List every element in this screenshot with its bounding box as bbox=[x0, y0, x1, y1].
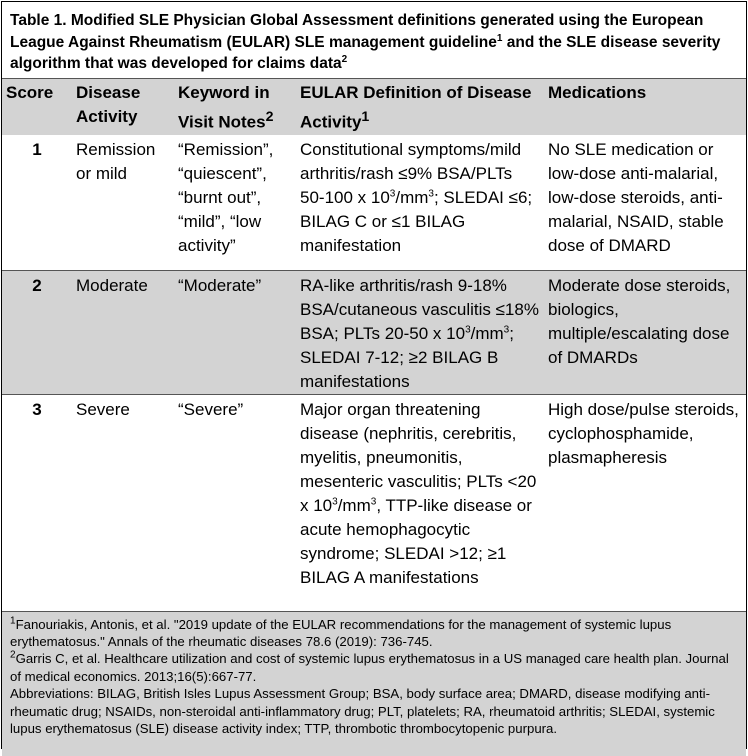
score-cell: 1 bbox=[32, 139, 42, 159]
caption-ref-2: 2 bbox=[341, 53, 348, 65]
definition-text: RA-like arthritis/rash 9-18% BSA/cutaneous vasculitis ≤18% BSA; PLTs 20-50 x 10 bbox=[300, 276, 539, 344]
table-footnotes bbox=[2, 611, 746, 756]
header-keyword-ref: 2 bbox=[265, 109, 274, 125]
sle-assessment-table bbox=[2, 79, 746, 611]
header-medications: Medications bbox=[548, 83, 647, 102]
header-keyword bbox=[174, 79, 296, 135]
table-row bbox=[2, 395, 746, 611]
medications-cell: Moderate dose steroids, biologics, multiple/escalating dose of DMARDs bbox=[548, 276, 731, 368]
definition-sup: 3 bbox=[389, 188, 396, 199]
definition-text-rest: ; SLEDAI 7-12; ≥2 BILAG B manifestations bbox=[300, 324, 514, 392]
footnote-abbreviations: Abbreviations: BILAG, British Isles Lupus Assessment Group; BSA, body surface area; DMARD, disease modifying anti-rheumatic drug; NSAIDs, non-steroidal anti-inflammatory drug; PLT, platelets; RA, rheumatoid arthritis; SLEDAI, systemic lupus erythematosus (SLE) disease activity index; TTP, thrombotic thrombocytopenic purpura. bbox=[10, 686, 715, 737]
caption-text-1: Table 1. Modified SLE Physician Global Assessment definitions generated using the European League Against Rheumatism (EULAR) SLE management guideline bbox=[10, 12, 704, 51]
header-row bbox=[2, 79, 746, 135]
footnote-ref-2-text: Garris C, et al. Healthcare utilization and cost of systemic lupus erythematosus in a US managed care health plan. Journal of medical economics. 2013;16(5):667-77. bbox=[10, 651, 729, 684]
definition-cell bbox=[296, 135, 544, 271]
footnote-ref-1-text: Fanouriakis, Antonis, et al. "2019 update of the EULAR recommendations for the management of systemic lupus erythematosus." Annals of the rheumatic diseases 78.6 (2019): 736-745. bbox=[10, 616, 672, 650]
keyword-cell: “Severe” bbox=[178, 400, 244, 420]
table-caption bbox=[2, 2, 746, 79]
definition-text-rest: , TTP-like disease or acute hemophagocytic syndrome; SLEDAI >12; ≥1 BILAG A manifestations bbox=[300, 496, 532, 588]
activity-cell: Moderate bbox=[76, 276, 148, 296]
header-eular-text: EULAR Definition of Disease Activity bbox=[300, 83, 532, 132]
table-row bbox=[2, 271, 746, 395]
caption-text-2: and the SLE disease severity algorithm that was developed for claims data bbox=[10, 33, 721, 72]
definition-sup-2: 3 bbox=[370, 496, 377, 508]
score-cell: 3 bbox=[32, 400, 42, 420]
definition-sup-2: 3 bbox=[428, 188, 434, 199]
header-score: Score bbox=[6, 83, 54, 102]
definition-unit: /mm bbox=[395, 187, 429, 207]
keyword-cell: “Remission”, “quiescent”, “burnt out”, “mild”, “low activity” bbox=[178, 139, 274, 255]
header-keyword-text: Keyword in Visit Notes bbox=[178, 83, 270, 132]
definition-cell bbox=[296, 395, 544, 611]
caption-ref-1: 1 bbox=[496, 32, 503, 44]
definition-unit: /mm bbox=[337, 496, 371, 516]
table-row bbox=[2, 135, 746, 271]
definition-text: Major organ threatening disease (nephritis, cerebritis, myelitis, pneumonitis, mesenteric vasculitis; PLTs <20 x 10 bbox=[300, 400, 537, 516]
footnote-ref-2 bbox=[10, 650, 738, 685]
definition-text: Constitutional symptoms/mild arthritis/rash ≤9% BSA/PLTs 50-100 x 10 bbox=[300, 139, 522, 207]
definition-unit: /mm bbox=[470, 324, 504, 344]
footnote-ref-2-marker: 2 bbox=[10, 650, 16, 662]
definition-cell bbox=[296, 271, 544, 395]
activity-cell: Remission or mild bbox=[76, 139, 156, 183]
footnote-ref-1 bbox=[10, 616, 738, 651]
header-eular-definition bbox=[296, 79, 544, 135]
definition-sup-2: 3 bbox=[503, 324, 510, 336]
activity-cell: Severe bbox=[76, 400, 130, 420]
definition-text-rest: ; SLEDAI ≤6; BILAG C or ≤1 BILAG manifestation bbox=[300, 187, 533, 255]
keyword-cell: “Moderate” bbox=[178, 276, 262, 296]
definition-sup: 3 bbox=[332, 496, 338, 508]
definition-sup: 3 bbox=[465, 324, 471, 336]
header-eular-ref: 1 bbox=[361, 109, 370, 125]
score-cell: 2 bbox=[32, 276, 42, 296]
header-disease-activity: Disease Activity bbox=[76, 83, 141, 126]
table-figure bbox=[1, 1, 747, 749]
footnote-ref-1-marker: 1 bbox=[10, 615, 16, 627]
medications-cell: High dose/pulse steroids, cyclophosphamide, plasmapheresis bbox=[548, 400, 739, 468]
medications-cell: No SLE medication or low-dose anti-malarial, low-dose steroids, anti-malarial, NSAID, stable dose of DMARD bbox=[548, 139, 724, 255]
